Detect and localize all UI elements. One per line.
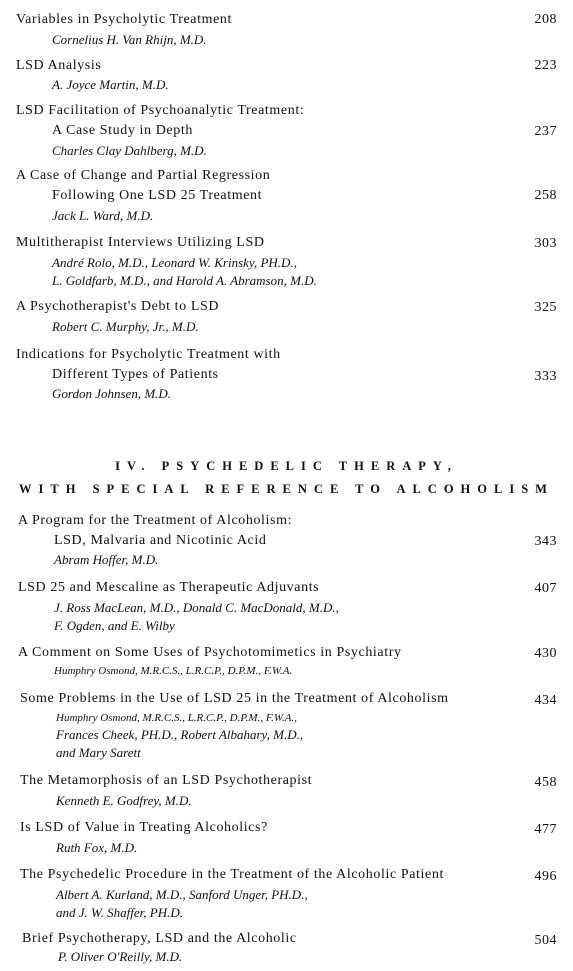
entry-author: Kenneth E. Godfrey, M.D. — [56, 793, 192, 808]
entry-author-continued: F. Ogden, and E. Wilby — [54, 618, 175, 633]
entry-page-number: 496 — [534, 869, 557, 884]
entry-author-continued: L. Goldfarb, M.D., and Harold A. Abramson, M.D. — [52, 273, 317, 288]
entry-author: Ruth Fox, M.D. — [56, 840, 138, 855]
section-heading-continued: WITH SPECIAL REFERENCE TO ALCOHOLISM — [19, 482, 554, 496]
entry-title: A Psychotherapist's Debt to LSD — [16, 299, 220, 314]
entry-title-continued: Following One LSD 25 Treatment — [52, 188, 263, 203]
entry-page-number: 504 — [534, 933, 557, 948]
entry-page-number: 208 — [534, 12, 557, 27]
entry-page-number: 407 — [534, 581, 557, 596]
entry-author: Gordon Johnsen, M.D. — [52, 386, 172, 401]
entry-title-continued: Different Types of Patients — [52, 367, 219, 382]
entry-title: Is LSD of Value in Treating Alcoholics? — [20, 820, 268, 835]
entry-title: Indications for Psycholytic Treatment with — [16, 347, 281, 362]
entry-title-continued: A Case Study in Depth — [52, 123, 193, 138]
entry-title: The Metamorphosis of an LSD Psychotherapist — [20, 773, 313, 788]
entry-title: Some Problems in the Use of LSD 25 in the Treatment of Alcoholism — [20, 691, 449, 706]
entry-author: Jack L. Ward, M.D. — [52, 208, 154, 223]
entry-title: A Case of Change and Partial Regression — [16, 168, 271, 183]
section-heading: IV. PSYCHEDELIC THERAPY, — [115, 459, 458, 473]
entry-title: A Program for the Treatment of Alcoholism: — [18, 513, 293, 528]
entry-author: Abram Hoffer, M.D. — [54, 552, 159, 567]
entry-author: P. Oliver O'Reilly, M.D. — [58, 949, 183, 964]
entry-author: J. Ross MacLean, M.D., Donald C. MacDonald, M.D., — [54, 600, 339, 615]
entry-author: André Rolo, M.D., Leonard W. Krinsky, PH.D., — [52, 255, 297, 270]
entry-author: Charles Clay Dahlberg, M.D. — [52, 143, 207, 158]
entry-page-number: 303 — [534, 236, 557, 251]
entry-title: Variables in Psycholytic Treatment — [16, 12, 232, 27]
entry-page-number: 434 — [534, 693, 557, 708]
entry-author: Robert C. Murphy, Jr., M.D. — [52, 319, 199, 334]
entry-title-continued: LSD, Malvaria and Nicotinic Acid — [54, 533, 267, 548]
entry-author: Humphry Osmond, M.R.C.S., L.R.C.P., D.P.M., F.W.A., — [56, 712, 297, 724]
entry-author: Cornelius H. Van Rhijn, M.D. — [52, 32, 207, 47]
entry-page-number: 430 — [534, 646, 557, 661]
entry-title: A Comment on Some Uses of Psychotomimetics in Psychiatry — [18, 645, 402, 660]
entry-title: LSD Analysis — [16, 58, 102, 73]
entry-page-number: 325 — [534, 300, 557, 315]
entry-title: LSD Facilitation of Psychoanalytic Treatment: — [16, 103, 305, 118]
entry-author: Humphry Osmond, M.R.C.S., L.R.C.P., D.P.M., F.W.A. — [54, 665, 293, 677]
entry-page-number: 223 — [534, 58, 557, 73]
entry-title: Brief Psychotherapy, LSD and the Alcoholic — [22, 931, 297, 946]
entry-page-number: 237 — [534, 124, 557, 139]
entry-page-number: 333 — [534, 369, 557, 384]
entry-page-number: 477 — [534, 822, 557, 837]
entry-title: Multitherapist Interviews Utilizing LSD — [16, 235, 265, 250]
entry-page-number: 458 — [534, 775, 557, 790]
entry-author-continued: and Mary Sarett — [56, 745, 141, 760]
entry-author: Albert A. Kurland, M.D., Sanford Unger, PH.D., — [56, 887, 308, 902]
entry-author-continued: Frances Cheek, PH.D., Robert Albahary, M.D., — [56, 727, 304, 742]
entry-author: A. Joyce Martin, M.D. — [52, 77, 169, 92]
entry-title: The Psychedelic Procedure in the Treatment of the Alcoholic Patient — [20, 867, 444, 882]
entry-author-continued: and J. W. Shaffer, PH.D. — [56, 905, 183, 920]
entry-page-number: 258 — [534, 188, 557, 203]
entry-title: LSD 25 and Mescaline as Therapeutic Adjuvants — [18, 580, 320, 595]
entry-page-number: 343 — [534, 534, 557, 549]
